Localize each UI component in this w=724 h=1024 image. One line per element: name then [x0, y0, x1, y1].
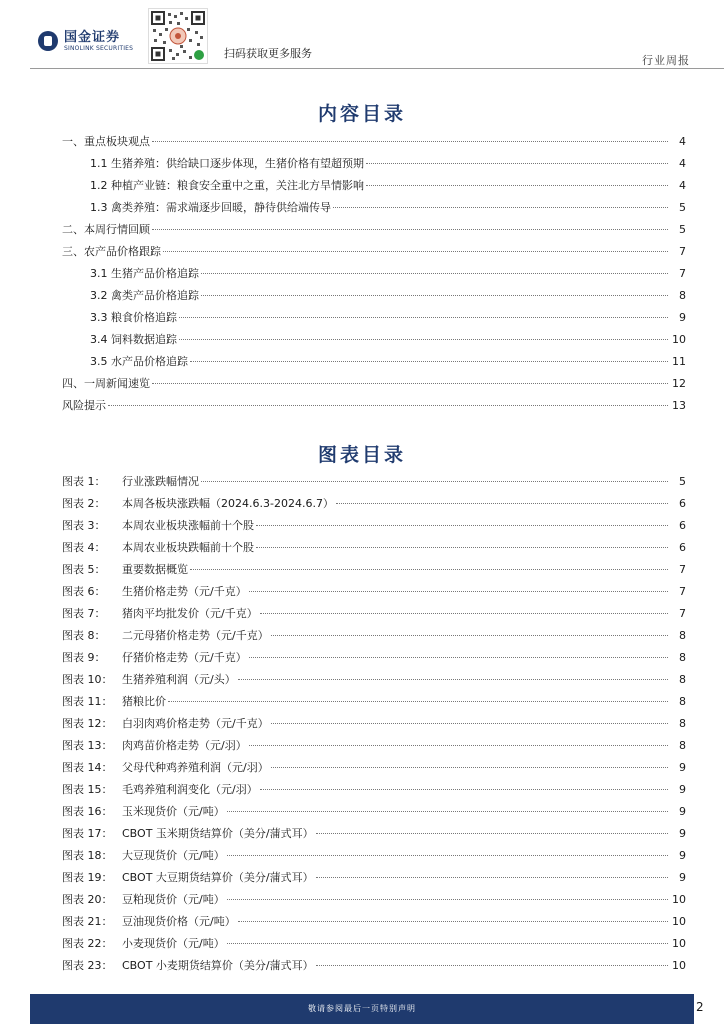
figure-entry[interactable] [62, 669, 686, 691]
figures-title: 图表目录 [317, 444, 406, 466]
figure-entry[interactable] [62, 735, 686, 757]
figure-entry[interactable] [62, 647, 686, 669]
dot-leader [333, 207, 668, 208]
figure-entry-number: 图表 16： [62, 805, 113, 818]
toc-entry-label: 3.5 水产品价格追踪 [90, 355, 188, 368]
figure-entry-label: 大豆现货价（元/吨） [122, 849, 225, 862]
toc-entry-label: 风险提示 [62, 399, 106, 412]
toc-entry[interactable] [62, 263, 686, 285]
figure-entry-page: 9 [679, 761, 686, 774]
dot-leader [152, 141, 668, 142]
dot-leader [227, 943, 668, 944]
page-number: 2 [696, 1000, 704, 1014]
figure-entry-label: 豆油现货价格（元/吨） [122, 915, 236, 928]
figure-entry-number: 图表 8： [62, 629, 106, 642]
toc-entry[interactable] [62, 307, 686, 329]
dot-leader [108, 405, 668, 406]
figure-entry-page: 8 [679, 651, 686, 664]
figure-entry-page: 7 [679, 563, 686, 576]
figure-entry-label: 重要数据概览 [122, 563, 188, 576]
qr-caption: 扫码获取更多服务 [224, 47, 312, 60]
toc-entry-label: 四、一周新闻速览 [62, 377, 150, 390]
dot-leader [256, 525, 668, 526]
dot-leader [366, 163, 668, 164]
dot-leader [152, 383, 668, 384]
figure-entry-page: 6 [679, 541, 686, 554]
figure-entry[interactable] [62, 757, 686, 779]
dot-leader [152, 229, 668, 230]
toc-entry-label: 3.3 粮食价格追踪 [90, 311, 177, 324]
dot-leader [271, 767, 668, 768]
logo-name-cn: 国金证券 [64, 29, 121, 45]
dot-leader [260, 789, 668, 790]
toc-entry-page: 5 [679, 223, 686, 236]
figure-entry-page: 8 [679, 629, 686, 642]
toc-entry-page: 13 [672, 399, 686, 412]
toc-entry-label: 三、农产品价格跟踪 [62, 245, 161, 258]
toc-entry[interactable] [62, 175, 686, 197]
toc-entry[interactable] [62, 329, 686, 351]
figure-entry-number: 图表 14： [62, 761, 113, 774]
figure-entry[interactable] [62, 559, 686, 581]
dot-leader [260, 613, 668, 614]
figure-entry-label: 生猪价格走势（元/千克） [122, 585, 247, 598]
figure-entry-label: 肉鸡苗价格走势（元/羽） [122, 739, 247, 752]
dot-leader [316, 877, 668, 878]
figure-entry-page: 7 [679, 607, 686, 620]
figure-entry-number: 图表 2： [62, 497, 106, 510]
figure-entry-number: 图表 6： [62, 585, 106, 598]
figure-entry-number: 图表 3： [62, 519, 106, 532]
dot-leader [249, 657, 668, 658]
figure-entry-label: 仔猪价格走势（元/千克） [122, 651, 247, 664]
figure-entry[interactable] [62, 845, 686, 867]
figure-entry-page: 10 [672, 915, 686, 928]
figure-entry-label: 豆粕现货价（元/吨） [122, 893, 225, 906]
figure-entry-number: 图表 20： [62, 893, 113, 906]
figure-entry[interactable] [62, 471, 686, 493]
toc-entry-page: 12 [672, 377, 686, 390]
figure-entry-page: 8 [679, 673, 686, 686]
figure-entry-number: 图表 15： [62, 783, 113, 796]
footer-disclaimer: 敬请参阅最后一页特别声明 [308, 1004, 416, 1013]
figure-entry-page: 9 [679, 827, 686, 840]
figure-entry-label: 毛鸡养殖利润变化（元/羽） [122, 783, 258, 796]
toc-entry-page: 4 [679, 135, 686, 148]
toc-entry-page: 8 [679, 289, 686, 302]
toc-entry-page: 11 [672, 355, 686, 368]
dot-leader [179, 339, 668, 340]
logo-name-en: SINOLINK SECURITIES [64, 44, 134, 52]
figure-entry-label: 生猪养殖利润（元/头） [122, 673, 236, 686]
dot-leader [271, 635, 668, 636]
figure-entry-number: 图表 4： [62, 541, 106, 554]
toc-entry-label: 一、重点板块观点 [62, 135, 150, 148]
figure-entry[interactable] [62, 537, 686, 559]
figure-entry-number: 图表 19： [62, 871, 113, 884]
figure-entry-number: 图表 7： [62, 607, 106, 620]
toc-entry-label: 1.2 种植产业链：粮食安全重中之重，关注北方旱情影响 [90, 179, 364, 192]
figure-entry-label: 白羽肉鸡价格走势（元/千克） [122, 717, 269, 730]
dot-leader [190, 569, 668, 570]
toc-entry[interactable] [62, 351, 686, 373]
figure-entry-label: 玉米现货价（元/吨） [122, 805, 225, 818]
figure-entry-number: 图表 18： [62, 849, 113, 862]
toc-entry[interactable] [62, 197, 686, 219]
dot-leader [179, 317, 668, 318]
figure-entry-page: 10 [672, 893, 686, 906]
figure-entry-page: 6 [679, 519, 686, 532]
figure-entry-page: 6 [679, 497, 686, 510]
figure-entry-label: 猪肉平均批发价（元/千克） [122, 607, 258, 620]
dot-leader [249, 591, 668, 592]
dot-leader [238, 921, 668, 922]
page-header [0, 0, 724, 70]
toc-entry-label: 3.1 生猪产品价格追踪 [90, 267, 199, 280]
toc-entry-page: 4 [679, 157, 686, 170]
contents-title: 内容目录 [317, 103, 406, 125]
figure-entry-number: 图表 1： [62, 475, 106, 488]
dot-leader [201, 295, 668, 296]
figure-entry-number: 图表 21： [62, 915, 113, 928]
dot-leader [256, 547, 668, 548]
dot-leader [316, 833, 668, 834]
toc-entry[interactable] [62, 395, 686, 417]
toc-entry-label: 二、本周行情回顾 [62, 223, 150, 236]
figure-entry[interactable] [62, 801, 686, 823]
figure-entry-label: 小麦现货价（元/吨） [122, 937, 225, 950]
dot-leader [238, 679, 668, 680]
toc-entry[interactable] [62, 373, 686, 395]
dot-leader [366, 185, 668, 186]
figure-entry-page: 10 [672, 937, 686, 950]
figure-entry-number: 图表 9： [62, 651, 106, 664]
figure-entry-label: CBOT 玉米期货结算价（美分/蒲式耳） [122, 827, 314, 840]
dot-leader [227, 855, 668, 856]
figure-entry[interactable] [62, 603, 686, 625]
dot-leader [168, 701, 668, 702]
figure-entry-label: 猪粮比价 [122, 695, 166, 708]
figure-entry[interactable] [62, 823, 686, 845]
figure-entry-page: 9 [679, 805, 686, 818]
figure-entry[interactable] [62, 713, 686, 735]
toc-entry-page: 7 [679, 267, 686, 280]
dot-leader [227, 899, 668, 900]
figure-entry-page: 10 [672, 959, 686, 972]
figure-entry-page: 9 [679, 783, 686, 796]
figure-entry-number: 图表 11： [62, 695, 113, 708]
figure-entry-page: 8 [679, 739, 686, 752]
document-type-label: 行业周报 [642, 54, 690, 67]
figure-entry-label: 行业涨跌幅情况 [122, 475, 199, 488]
toc-entry[interactable] [62, 131, 686, 153]
company-logo [38, 28, 133, 54]
figure-entry[interactable] [62, 933, 686, 955]
dot-leader [163, 251, 668, 252]
dot-leader [249, 745, 668, 746]
figure-entry[interactable] [62, 867, 686, 889]
figure-entry[interactable] [62, 515, 686, 537]
figure-entry[interactable] [62, 493, 686, 515]
figure-entry-page: 8 [679, 717, 686, 730]
figure-entry-number: 图表 23： [62, 959, 113, 972]
figure-entry-number: 图表 12： [62, 717, 113, 730]
figure-entry-page: 9 [679, 871, 686, 884]
figure-entry[interactable] [62, 779, 686, 801]
figure-entry[interactable] [62, 581, 686, 603]
toc-entry-label: 3.4 饲料数据追踪 [90, 333, 177, 346]
figure-entry-number: 图表 5： [62, 563, 106, 576]
figure-entry-page: 5 [679, 475, 686, 488]
figure-entry-label: 本周各板块涨跌幅（2024.6.3-2024.6.7） [122, 497, 334, 510]
figure-entry[interactable] [62, 955, 686, 977]
toc-entry-page: 4 [679, 179, 686, 192]
figure-entry-number: 图表 10： [62, 673, 113, 686]
dot-leader [227, 811, 668, 812]
figure-entry[interactable] [62, 911, 686, 933]
figure-entry-label: 二元母猪价格走势（元/千克） [122, 629, 269, 642]
dot-leader [271, 723, 668, 724]
figures-list [62, 471, 686, 977]
dot-leader [316, 965, 668, 966]
figure-entry-label: CBOT 大豆期货结算价（美分/蒲式耳） [122, 871, 314, 884]
figure-entry-label: 父母代种鸡养殖利润（元/羽） [122, 761, 269, 774]
toc-entry-label: 3.2 禽类产品价格追踪 [90, 289, 199, 302]
figure-entry[interactable] [62, 889, 686, 911]
dot-leader [201, 481, 668, 482]
figure-entry[interactable] [62, 691, 686, 713]
toc-entry-page: 5 [679, 201, 686, 214]
qr-code-icon[interactable] [148, 8, 208, 64]
toc-entry[interactable] [62, 285, 686, 307]
figure-entry-number: 图表 22： [62, 937, 113, 950]
figure-entry-label: 本周农业板块跌幅前十个股 [122, 541, 254, 554]
toc-entry[interactable] [62, 241, 686, 263]
header-divider [30, 68, 724, 69]
figure-entry-page: 7 [679, 585, 686, 598]
page-footer [30, 994, 694, 1024]
figure-entry-number: 图表 17： [62, 827, 113, 840]
dot-leader [201, 273, 668, 274]
figure-entry-page: 9 [679, 849, 686, 862]
figure-entry-label: 本周农业板块涨幅前十个股 [122, 519, 254, 532]
toc-entry-page: 9 [679, 311, 686, 324]
figure-entry-page: 8 [679, 695, 686, 708]
logo-icon [38, 31, 58, 51]
toc-entry-page: 10 [672, 333, 686, 346]
contents-list [62, 131, 686, 417]
figure-entry-label: CBOT 小麦期货结算价（美分/蒲式耳） [122, 959, 314, 972]
toc-entry[interactable] [62, 153, 686, 175]
dot-leader [190, 361, 668, 362]
toc-entry-label: 1.3 禽类养殖：需求端逐步回暖，静待供给端传导 [90, 201, 331, 214]
toc-entry[interactable] [62, 219, 686, 241]
figure-entry[interactable] [62, 625, 686, 647]
figure-entry-number: 图表 13： [62, 739, 113, 752]
dot-leader [336, 503, 668, 504]
toc-entry-page: 7 [679, 245, 686, 258]
toc-entry-label: 1.1 生猪养殖：供给缺口逐步体现，生猪价格有望超预期 [90, 157, 364, 170]
